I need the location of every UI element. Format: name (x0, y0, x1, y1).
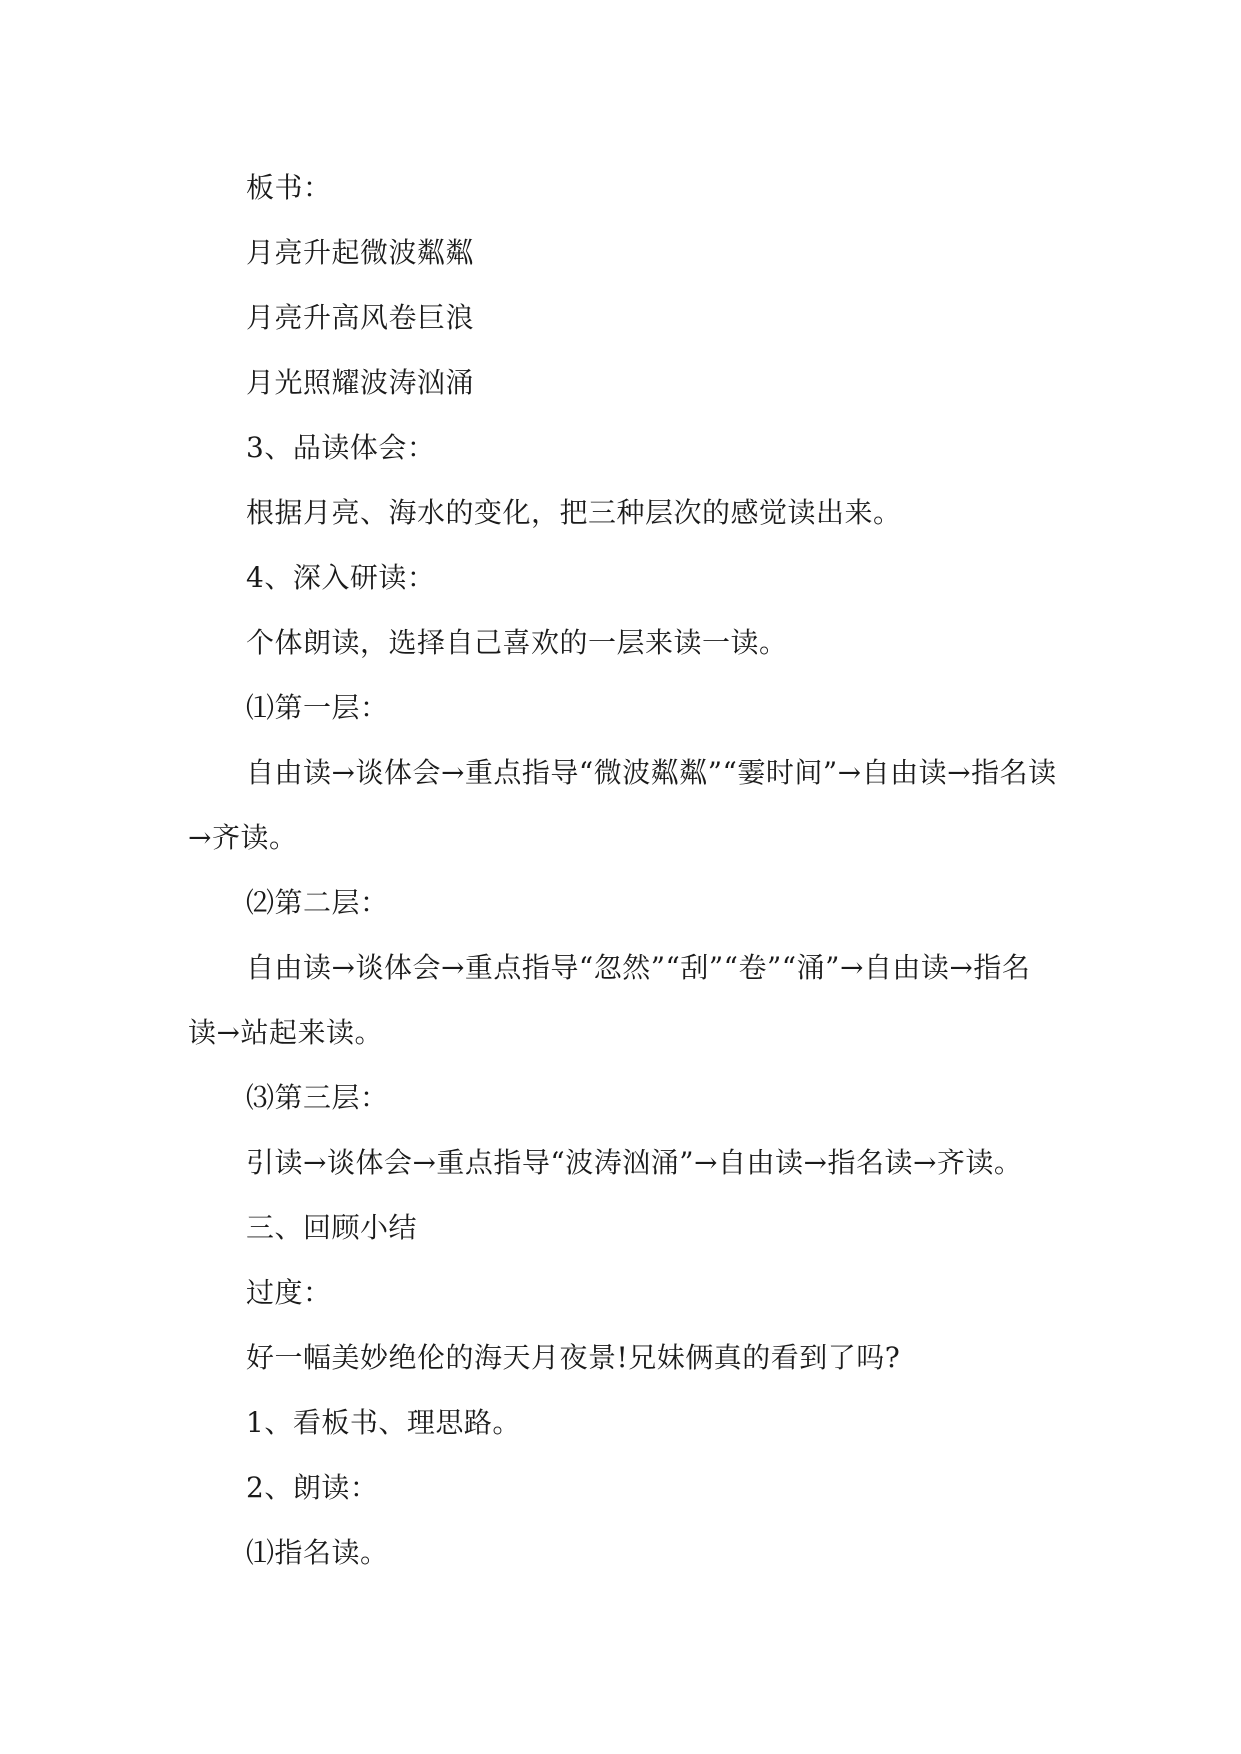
review-step-2: 2、朗读： (246, 1471, 379, 1504)
section-4-text: 个体朗读，选择自己喜欢的一层来读一读。 (246, 626, 788, 659)
section-4-heading: 4、深入研读： (246, 561, 436, 594)
blackboard-line-1: 月亮升起微波粼粼 (246, 236, 475, 269)
document-body (188, 155, 1058, 1585)
transition-text: 好一幅美妙绝伦的海天月夜景!兄妹俩真的看到了吗? (246, 1341, 901, 1374)
transition-label: 过度： (246, 1276, 332, 1309)
layer-3-heading: ⑶第三层： (246, 1081, 389, 1114)
review-step-2-sub-1: ⑴指名读。 (246, 1536, 389, 1569)
layer-1-heading: ⑴第一层： (246, 691, 389, 724)
review-heading: 三、回顾小结 (246, 1211, 418, 1244)
heading-blackboard: 板书： (246, 171, 332, 204)
layer-1-text: 自由读→谈体会→重点指导“微波粼粼”“霎时间”→自由读→指名读→齐读。 (188, 756, 1057, 854)
review-step-1: 1、看板书、理思路。 (246, 1406, 521, 1439)
section-3-heading: 3、品读体会： (246, 431, 436, 464)
layer-3-text: 引读→谈体会→重点指导“波涛汹涌”→自由读→指名读→齐读。 (246, 1146, 1023, 1179)
layer-2-text: 自由读→谈体会→重点指导“忽然”“刮”“卷”“涌”→自由读→指名读→站起来读。 (188, 951, 1031, 1049)
blackboard-line-3: 月光照耀波涛汹涌 (246, 366, 475, 399)
section-3-text: 根据月亮、海水的变化，把三种层次的感觉读出来。 (246, 496, 902, 529)
blackboard-line-2: 月亮升高风卷巨浪 (246, 301, 475, 334)
layer-2-heading: ⑵第二层： (246, 886, 389, 919)
